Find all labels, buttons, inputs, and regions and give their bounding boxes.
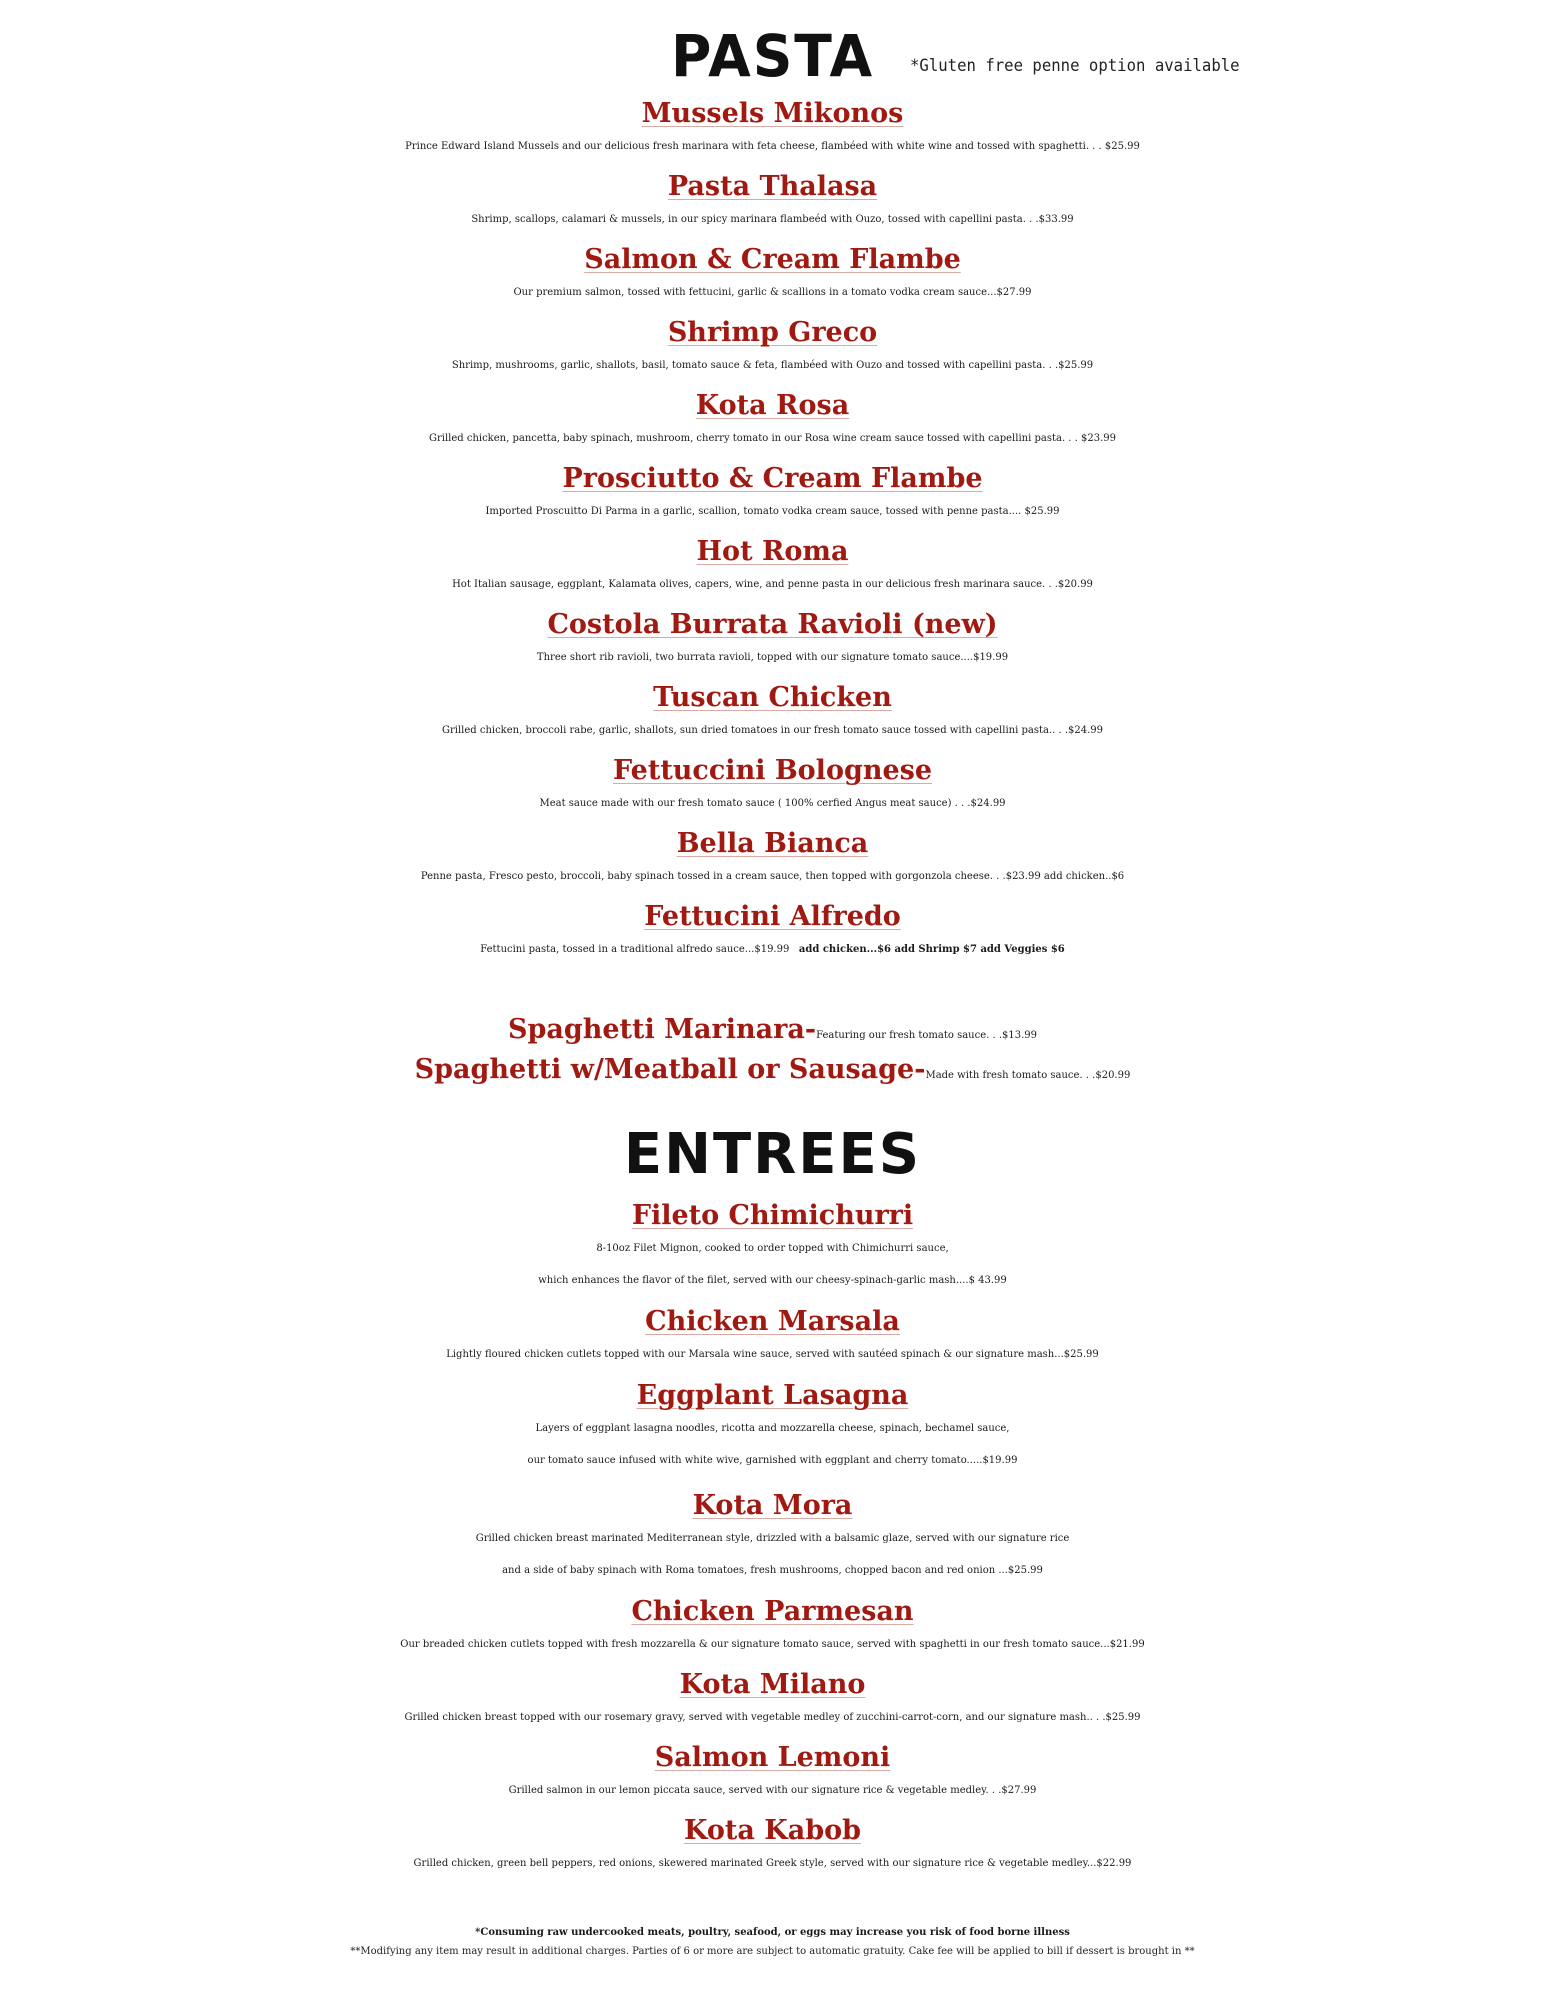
item-name: Salmon & Cream Flambe — [584, 244, 961, 275]
item-description: Shrimp, scallops, calamari & mussels, in our spicy marinara flambeéd with Ouzo, tossed with capellini pasta. . .$33.99 — [471, 214, 1074, 225]
item-description: Grilled chicken, pancetta, baby spinach, mushroom, cherry tomato in our Rosa wine cream sauce tossed with capellini pasta. . . $23.99 — [428, 433, 1117, 444]
item-name: Hot Roma — [696, 536, 849, 567]
menu-item — [0, 901, 1545, 967]
item-name: Shrimp Greco — [667, 317, 878, 348]
menu-item — [0, 828, 1545, 894]
menu-item — [0, 1596, 1545, 1662]
menu-item — [0, 317, 1545, 383]
item-name: Fettuccini Bolognese — [612, 755, 933, 786]
menu-item — [0, 171, 1545, 237]
item-description: Prince Edward Island Mussels and our delicious fresh marinara with feta cheese, flambéed with white wine and tossed with spaghetti. . . $25.99 — [405, 141, 1140, 152]
menu-item — [0, 1306, 1545, 1372]
item-name: Fettucini Alfredo — [644, 901, 901, 932]
gluten-free-note: *Gluten free penne option available — [910, 56, 1240, 76]
menu-item — [0, 1669, 1545, 1735]
menu-item — [0, 1815, 1545, 1881]
item-name: Mussels Mikonos — [641, 98, 904, 129]
item-name: Chicken Marsala — [645, 1306, 900, 1337]
policy-note: **Modifying any item may result in additional charges. Parties of 6 or more are subject to automatic gratuity. Cake fee will be applied to bill if dessert is brought in ** — [350, 1946, 1195, 1957]
menu-item — [0, 244, 1545, 310]
item-name: Spaghetti Marinara- — [507, 1014, 817, 1045]
item-description: Our breaded chicken cutlets topped with fresh mozzarella & our signature tomato sauce, served with spaghetti in our fresh tomato sauce...$21.99 — [400, 1639, 1145, 1650]
item-name: Bella Bianca — [676, 828, 869, 859]
food-safety-warning: *Consuming raw undercooked meats, poultry, seafood, or eggs may increase you risk of food borne illness — [475, 1927, 1070, 1938]
item-description: Grilled chicken breast topped with our rosemary gravy, served with vegetable medley of zucchini-carrot-corn, and our signature mash.. . .$25.99 — [404, 1712, 1141, 1723]
item-name: Kota Milano — [679, 1669, 866, 1700]
menu-item — [0, 1742, 1545, 1808]
item-name: Chicken Parmesan — [631, 1596, 914, 1627]
item-name: Kota Mora — [692, 1490, 853, 1521]
item-addons: add chicken...$6 add Shrimp $7 add Veggies $6 — [798, 944, 1065, 955]
item-description — [0, 933, 1545, 967]
item-description: Imported Proscuitto Di Parma in a garlic, scallion, tomato vodka cream sauce, tossed with penne pasta.... $25.99 — [485, 506, 1060, 517]
item-name: Prosciutto & Cream Flambe — [562, 463, 983, 494]
pasta-heading: PASTA — [670, 22, 875, 90]
item-name: Costola Burrata Ravioli (new) — [547, 609, 998, 640]
item-name: Eggplant Lasagna — [636, 1380, 909, 1411]
menu-item — [0, 1490, 1545, 1586]
item-name: Spaghetti w/Meatball or Sausage- — [414, 1054, 926, 1085]
item-description: Grilled chicken breast marinated Mediterranean style, drizzled with a balsamic glaze, served with our signature rice — [475, 1533, 1070, 1544]
menu-item — [0, 682, 1545, 748]
item-description: 8-10oz Filet Mignon, cooked to order topped with Chimichurri sauce, — [596, 1243, 949, 1254]
item-name: Pasta Thalasa — [667, 171, 878, 202]
item-description: Grilled salmon in our lemon piccata sauce, served with our signature rice & vegetable medley. . .$27.99 — [508, 1785, 1037, 1796]
item-description: Grilled chicken, broccoli rabe, garlic, shallots, sun dried tomatoes in our fresh tomato sauce tossed with capellini pasta.. . .$24.99 — [441, 725, 1104, 736]
item-description-cont: which enhances the flavor of the filet, served with our cheesy-spinach-garlic mash....$ 43.99 — [538, 1275, 1007, 1286]
item-description: Three short rib ravioli, two burrata ravioli, topped with our signature tomato sauce....$19.99 — [536, 652, 1009, 663]
menu-item — [0, 390, 1545, 456]
item-price-line: Fettucini pasta, tossed in a traditional alfredo sauce...$19.99 — [480, 944, 790, 955]
item-name: Salmon Lemoni — [654, 1742, 891, 1773]
menu-item — [0, 536, 1545, 602]
item-name: Fileto Chimichurri — [631, 1200, 914, 1231]
entrees-heading: ENTREES — [623, 1122, 922, 1187]
item-description: Grilled chicken, green bell peppers, red onions, skewered marinated Greek style, served with our signature rice & vegetable medley...$22.99 — [413, 1858, 1132, 1869]
item-description: Penne pasta, Fresco pesto, broccoli, baby spinach tossed in a cream sauce, then topped with gorgonzola cheese. . .$23.99 add chicken..$6 — [420, 871, 1125, 882]
menu-item — [0, 98, 1545, 164]
item-description: Meat sauce made with our fresh tomato sauce ( 100% cerfied Angus meat sauce) . . .$24.99 — [539, 798, 1006, 809]
menu-item — [0, 1200, 1545, 1296]
item-description: Featuring our fresh tomato sauce. . .$13.99 — [816, 1030, 1037, 1041]
menu-item-inline — [0, 1012, 1545, 1054]
menu-item — [0, 463, 1545, 529]
menu-item — [0, 1380, 1545, 1476]
item-description: Layers of eggplant lasagna noodles, ricotta and mozzarella cheese, spinach, bechamel sauce, — [535, 1423, 1010, 1434]
item-description-cont: our tomato sauce infused with white wive, garnished with eggplant and cherry tomato.....$19.99 — [527, 1455, 1018, 1466]
item-description: Lightly floured chicken cutlets topped with our Marsala wine sauce, served with sautéed spinach & our signature mash...$25.99 — [446, 1349, 1099, 1360]
item-description: Our premium salmon, tossed with fettucini, garlic & scallions in a tomato vodka cream sauce...$27.99 — [513, 287, 1032, 298]
menu-item — [0, 609, 1545, 675]
menu-item — [0, 755, 1545, 821]
item-description: Hot Italian sausage, eggplant, Kalamata olives, capers, wine, and penne pasta in our delicious fresh marinara sauce. . .$20.99 — [452, 579, 1093, 590]
item-name: Kota Rosa — [695, 390, 850, 421]
item-description: Made with fresh tomato sauce. . .$20.99 — [925, 1070, 1131, 1081]
menu-item-inline — [0, 1052, 1545, 1094]
item-name: Kota Kabob — [684, 1815, 861, 1846]
item-name: Tuscan Chicken — [653, 682, 892, 713]
item-description-cont: and a side of baby spinach with Roma tomatoes, fresh mushrooms, chopped bacon and red onion ...$25.99 — [502, 1565, 1043, 1576]
item-description: Shrimp, mushrooms, garlic, shallots, basil, tomato sauce & feta, flambéed with Ouzo and tossed with capellini pasta. . .$25.99 — [451, 360, 1094, 371]
